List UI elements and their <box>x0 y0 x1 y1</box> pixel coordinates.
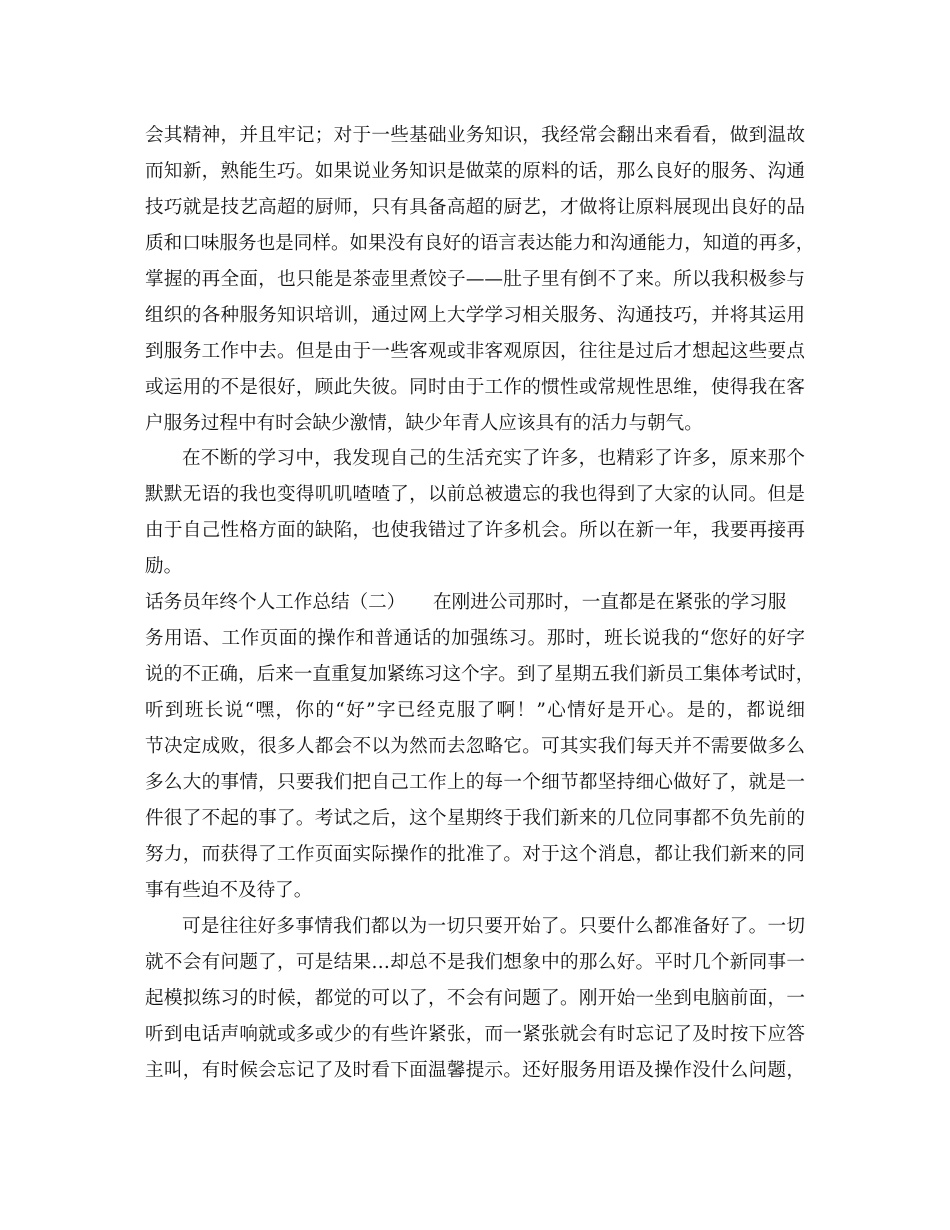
text-line: 在不断的学习中，我发现自己的生活充实了许多，也精彩了许多，原来那个 <box>182 448 805 469</box>
text-line: 就不会有问题了，可是结果…却总不是我们想象中的那么好。平时几个新同事一 <box>145 952 805 973</box>
text-line: 多么大的事情，只要我们把自己工作上的每一个细节都坚持细心做好了，就是一 <box>145 772 805 793</box>
section-title: 话务员年终个人工作总结（二） <box>145 592 406 613</box>
text-line: 听到班长说“嘿，你的“好”字已经克服了啊！”心情好是开心。是的，都说细 <box>145 700 805 721</box>
text-line: 掌握的再全面，也只能是茶壶里煮饺子——肚子里有倒不了来。所以我积极参与 <box>145 269 805 290</box>
text-line: 可是往往好多事情我们都以为一切只要开始了。只要什么都准备好了。一切 <box>182 916 805 937</box>
text-line: 户服务过程中有时会缺少激情，缺少年青人应该具有的活力与朝气。 <box>145 413 703 434</box>
text-line: 在刚进公司那时，一直都是在紧张的学习服 <box>433 592 787 613</box>
text-line: 组织的各种服务知识培训，通过网上大学学习相关服务、沟通技巧，并将其运用 <box>145 305 805 326</box>
text-line: 主叫，有时候会忘记了及时看下面温馨提示。还好服务用语及操作没什么问题， <box>145 1060 805 1081</box>
text-line: 节决定成败，很多人都会不以为然而去忽略它。可其实我们每天并不需要做多么 <box>145 736 805 757</box>
text-line: 件很了不起的事了。考试之后，这个星期终于我们新来的几位同事都不负先前的 <box>145 808 805 829</box>
text-line: 起模拟练习的时候，都觉的可以了，不会有问题了。刚开始一坐到电脑前面，一 <box>145 988 805 1009</box>
text-line: 质和口味服务也是同样。如果没有良好的语言表达能力和沟通能力，知道的再多， <box>145 233 815 254</box>
text-line: 而知新，熟能生巧。如果说业务知识是做菜的原料的话，那么良好的服务、沟通 <box>145 161 805 182</box>
text-line: 努力，而获得了工作页面实际操作的批准了。对于这个消息，都让我们新来的同 <box>145 844 805 865</box>
text-line: 默默无语的我也变得叽叽喳喳了，以前总被遗忘的我也得到了大家的认同。但是 <box>145 484 805 505</box>
section-title-line <box>145 586 805 620</box>
text-line: 听到电话声响就或多或少的有些许紧张，而一紧张就会有时忘记了及时按下应答 <box>145 1024 805 1045</box>
text-line: 到服务工作中去。但是由于一些客观或非客观原因，往往是过后才想起这些要点 <box>145 341 805 362</box>
text-line: 励。 <box>145 556 183 577</box>
text-line: 或运用的不是很好，顾此失彼。同时由于工作的惯性或常规性思维，使得我在客 <box>145 377 805 398</box>
text-line: 会其精神，并且牢记；对于一些基础业务知识，我经常会翻出来看看，做到温故 <box>145 125 805 146</box>
text-line: 事有些迫不及待了。 <box>145 880 313 901</box>
text-line: 技巧就是技艺高超的厨师，只有具备高超的厨艺，才做将让原料展现出良好的品 <box>145 197 805 218</box>
text-line: 说的不正确，后来一直重复加紧练习这个字。到了星期五我们新员工集体考试时， <box>145 664 815 685</box>
text-line: 务用语、工作页面的操作和普通话的加强练习。那时，班长说我的“您好的好字 <box>145 628 805 649</box>
text-line: 由于自己性格方面的缺陷，也使我错过了许多机会。所以在新一年，我要再接再 <box>145 520 805 541</box>
